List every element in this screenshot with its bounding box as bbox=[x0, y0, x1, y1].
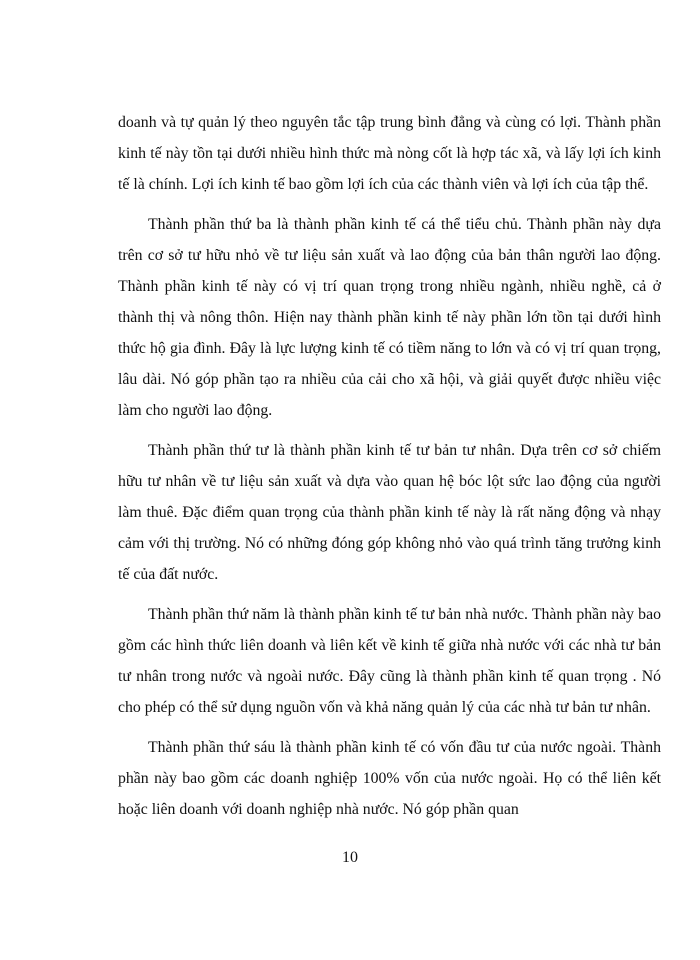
paragraph-sixth-sector: Thành phần thứ sáu là thành phần kinh tế có vốn đầu tư của nước ngoài. Thành phần này bao gồm các doanh nghiệp 100% vốn của nước ngoài. Họ có thể liên kết hoặc liên doanh với doanh nghiệp nhà nước. Nó góp phần quan bbox=[118, 739, 661, 818]
body-text bbox=[118, 107, 661, 825]
paragraph-continuation: doanh và tự quản lý theo nguyên tắc tập trung bình đẳng và cùng có lợi. Thành phần kinh tế này tồn tại dưới nhiều hình thức mà nòng cốt là hợp tác xã, và lấy lợi ích kinh tế là chính. Lợi ích kinh tế bao gồm lợi ích của các thành viên và lợi ích của tập thể. bbox=[118, 114, 661, 193]
paragraph-fifth-sector: Thành phần thứ năm là thành phần kinh tế tư bản nhà nước. Thành phần này bao gồm các hình thức liên doanh và liên kết về kinh tế giữa nhà nước với các nhà tư bản tư nhân trong nước và ngoài nước. Đây cũng là thành phần kinh tế quan trọng . Nó cho phép có thể sử dụng nguồn vốn và khả năng quản lý của các nhà tư bản tư nhân. bbox=[118, 606, 661, 716]
page-number: 10 bbox=[342, 849, 358, 866]
paragraph-third-sector: Thành phần thứ ba là thành phần kinh tế cá thể tiểu chủ. Thành phần này dựa trên cơ sở tư hữu nhỏ về tư liệu sản xuất và lao động của bản thân người lao động. Thành phần kinh tế này có vị trí quan trọng trong nhiều ngành, nhiều nghề, cả ở thành thị và nông thôn. Hiện nay thành phần kinh tế này phần lớn tồn tại dưới hình thức hộ gia đình. Đây là lực lượng kinh tế có tiềm năng to lớn và có vị trí quan trọng, lâu dài. Nó góp phần tạo ra nhiều của cải cho xã hội, và giải quyết được nhiều việc làm cho người lao động. bbox=[118, 216, 661, 419]
paragraph-fourth-sector: Thành phần thứ tư là thành phần kinh tế tư bản tư nhân. Dựa trên cơ sở chiếm hữu tư nhân về tư liệu sản xuất và dựa vào quan hệ bóc lột sức lao động của người làm thuê. Đặc điểm quan trọng của thành phần kinh tế này là rất năng động và nhạy cảm với thị trường. Nó có những đóng góp không nhỏ vào quá trình tăng trưởng kinh tế của đất nước. bbox=[118, 442, 661, 583]
